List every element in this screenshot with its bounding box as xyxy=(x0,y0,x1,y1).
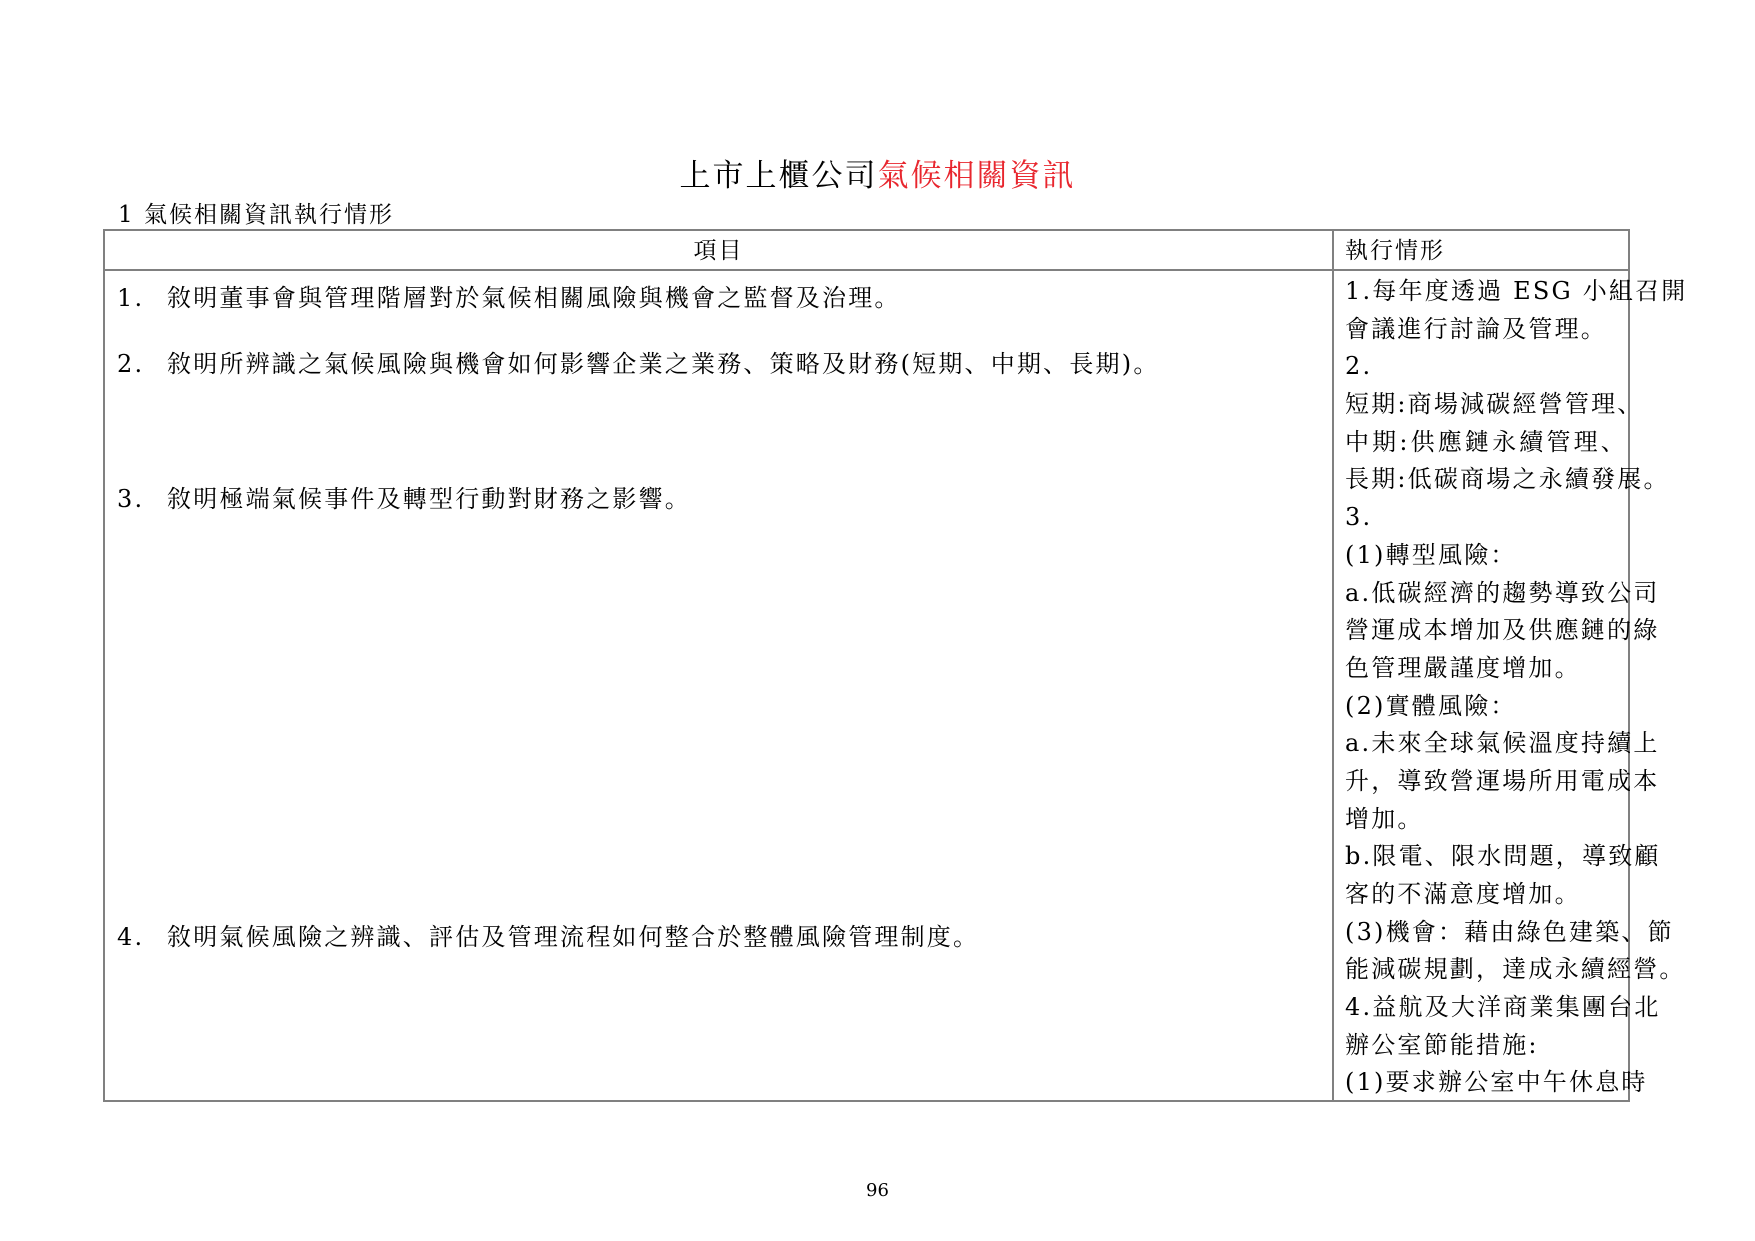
status-line: b.限電、限水問題，導致顧 xyxy=(1345,842,1661,871)
status-line: (1)轉型風險： xyxy=(1345,540,1517,569)
status-line: 4.益航及大洋商業集團台北 xyxy=(1345,993,1661,1022)
status-line: 短期:商場減碳經營管理、 xyxy=(1345,390,1644,419)
table-row-item-1 xyxy=(117,278,901,313)
header-item: 項目 xyxy=(693,238,744,264)
status-column xyxy=(1345,273,1688,1102)
item-number: 4. xyxy=(117,923,145,951)
status-line: 3. xyxy=(1345,503,1373,532)
page-number: 96 xyxy=(866,1180,889,1201)
status-line: 會議進行討論及管理。 xyxy=(1345,314,1607,343)
climate-info-table xyxy=(103,229,1688,1102)
item-text: 敘明氣候風險之辨識、評估及管理流程如何整合於整體風險管理制度。 xyxy=(167,923,980,951)
item-number: 1. xyxy=(117,284,145,312)
status-line: (2)實體風險： xyxy=(1345,691,1517,720)
status-line: 升，導致營運場所用電成本 xyxy=(1345,766,1660,795)
status-line: a.未來全球氣候溫度持續上 xyxy=(1345,729,1660,758)
status-line: 增加。 xyxy=(1345,804,1424,833)
status-line: (3)機會：藉由綠色建築、節 xyxy=(1345,917,1674,946)
title-main: 上市上櫃公司 xyxy=(679,158,878,194)
status-line: a.低碳經濟的趨勢導致公司 xyxy=(1345,578,1660,607)
table-row-item-2 xyxy=(117,344,1160,379)
status-line: 1.每年度透過 ESG 小組召開 xyxy=(1345,277,1688,305)
item-number: 2. xyxy=(117,350,145,378)
item-text: 敘明極端氣候事件及轉型行動對財務之影響。 xyxy=(167,485,691,513)
item-text: 敘明董事會與管理階層對於氣候相關風險與機會之監督及治理。 xyxy=(167,284,901,312)
title-highlight: 氣候相關資訊 xyxy=(877,158,1076,194)
status-line: 營運成本增加及供應鏈的綠 xyxy=(1345,616,1660,645)
status-line: 色管理嚴謹度增加。 xyxy=(1345,653,1581,682)
header-status: 執行情形 xyxy=(1345,238,1445,264)
status-line: 中期:供應鏈永續管理、 xyxy=(1345,427,1627,456)
column-divider xyxy=(1332,231,1334,1100)
table-row-item-3 xyxy=(117,479,691,514)
status-line: 2. xyxy=(1345,352,1373,381)
section-heading: 1 氣候相關資訊執行情形 xyxy=(118,202,394,228)
item-text: 敘明所辨識之氣候風險與機會如何影響企業之業務、策略及財務(短期、中期、長期)。 xyxy=(167,350,1160,378)
status-line: 辦公室節能措施: xyxy=(1345,1030,1539,1059)
header-divider xyxy=(105,269,1628,271)
status-line: 客的不滿意度增加。 xyxy=(1345,880,1581,908)
status-line: (1)要求辦公室中午休息時 xyxy=(1345,1068,1648,1097)
status-line: 能減碳規劃，達成永續經營。 xyxy=(1345,955,1686,984)
status-line: 長期:低碳商場之永續發展。 xyxy=(1345,465,1670,494)
page-title xyxy=(0,150,1755,195)
table-row-item-4 xyxy=(117,917,979,952)
item-number: 3. xyxy=(117,485,145,513)
